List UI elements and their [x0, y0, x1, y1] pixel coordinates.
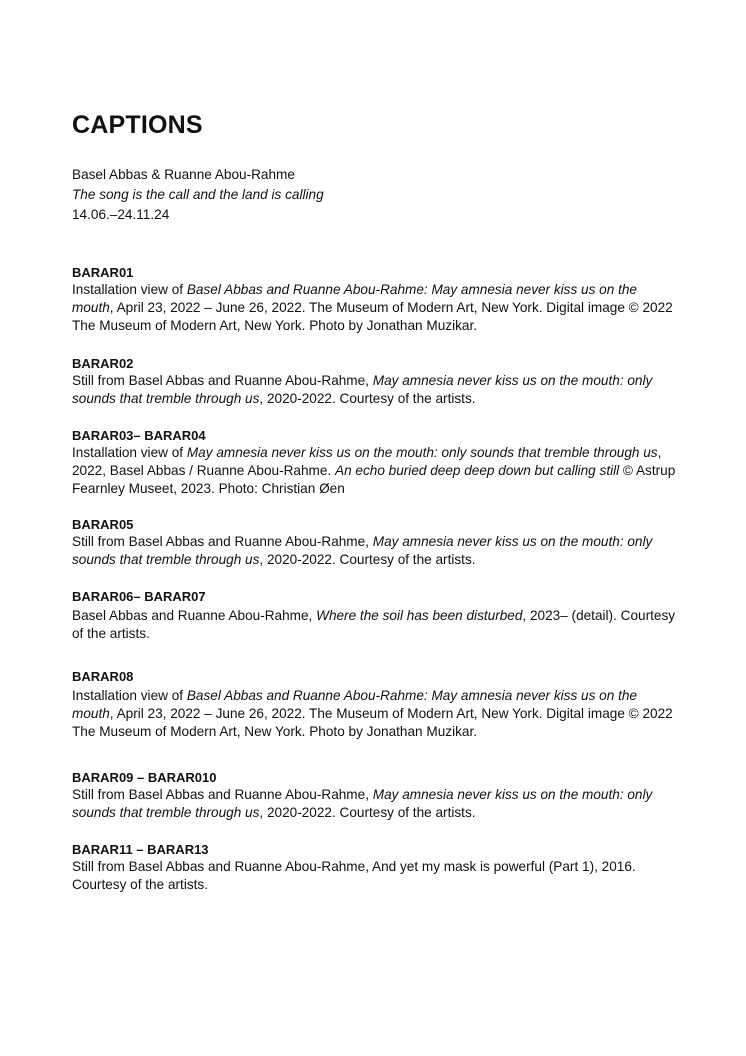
caption-barar08 [72, 668, 682, 741]
caption-text [72, 786, 682, 822]
caption-text-run: © Astrup Fearnley Museet, 2023. Photo: Christian Øen [72, 463, 676, 496]
caption-work-title: May amnesia never kiss us on the mouth: only sounds that tremble through us [72, 373, 653, 406]
caption-text-run: , 2020-2022. Courtesy of the artists. [259, 805, 476, 820]
caption-work-title: An echo buried deep deep down but calling still [335, 463, 620, 478]
caption-text [72, 281, 682, 335]
caption-id: BARAR06– BARAR07 [72, 589, 206, 604]
caption-work-title: Where the soil has been disturbed [316, 608, 523, 623]
caption-work-title: Basel Abbas and Ruanne Abou-Rahme: May amnesia never kiss us on the mouth [72, 282, 637, 315]
caption-id: BARAR09 – BARAR010 [72, 770, 217, 785]
caption-text-run: , April 23, 2022 – June 26, 2022. The Museum of Modern Art, New York. Digital image © 2022 The Museum of Modern Art, New York. Photo by Jonathan Muzikar. [72, 706, 673, 739]
caption-text-run: Installation view of [72, 688, 187, 703]
exhibition-info [72, 165, 324, 225]
exhibition-title: The song is the call and the land is calling [72, 187, 324, 202]
caption-text [72, 607, 682, 643]
caption-text-run: Still from Basel Abbas and Ruanne Abou-Rahme, And yet my mask is powerful (Part 1), 2016. Courtesy of the artists. [72, 859, 636, 892]
caption-text-run: , April 23, 2022 – June 26, 2022. The Museum of Modern Art, New York. Digital image © 2022 The Museum of Modern Art, New York. Photo by Jonathan Muzikar. [72, 300, 673, 333]
caption-id: BARAR01 [72, 265, 134, 280]
caption-text [72, 858, 682, 894]
caption-barar05 [72, 516, 682, 569]
caption-text [72, 372, 682, 408]
caption-text-run: , 2020-2022. Courtesy of the artists. [259, 552, 476, 567]
caption-id: BARAR08 [72, 669, 134, 684]
caption-barar06-07 [72, 588, 682, 643]
caption-barar01 [72, 264, 682, 335]
caption-id: BARAR03– BARAR04 [72, 428, 206, 443]
caption-id: BARAR05 [72, 517, 134, 532]
caption-barar03-04 [72, 427, 682, 498]
caption-text-run: Still from Basel Abbas and Ruanne Abou-Rahme, [72, 787, 373, 802]
caption-text-run: , 2022, Basel Abbas / Ruanne Abou-Rahme. [72, 445, 662, 478]
caption-text-run: Still from Basel Abbas and Ruanne Abou-Rahme, [72, 534, 373, 549]
caption-work-title: May amnesia never kiss us on the mouth: only sounds that tremble through us [72, 534, 653, 567]
caption-id: BARAR02 [72, 356, 134, 371]
caption-text-run: Basel Abbas and Ruanne Abou-Rahme, [72, 608, 317, 623]
caption-text-run: , 2020-2022. Courtesy of the artists. [259, 391, 476, 406]
exhibition-artists: Basel Abbas & Ruanne Abou-Rahme [72, 167, 295, 182]
caption-barar11-13 [72, 841, 682, 894]
caption-work-title: Basel Abbas and Ruanne Abou-Rahme: May amnesia never kiss us on the mouth [72, 688, 637, 721]
exhibition-dates: 14.06.–24.11.24 [72, 207, 170, 222]
caption-work-title: May amnesia never kiss us on the mouth: only sounds that tremble through us [186, 445, 658, 460]
caption-barar09-010 [72, 769, 682, 822]
caption-text-run: Installation view of [72, 445, 187, 460]
caption-text [72, 444, 682, 498]
caption-text-run: Installation view of [72, 282, 187, 297]
caption-text-run: , 2023– (detail). Courtesy of the artists. [72, 608, 676, 641]
page-title: CAPTIONS [72, 111, 203, 139]
caption-text-run: Still from Basel Abbas and Ruanne Abou-Rahme, [72, 373, 373, 388]
caption-id: BARAR11 – BARAR13 [72, 842, 209, 857]
caption-text [72, 533, 682, 569]
caption-barar02 [72, 355, 682, 408]
caption-work-title: May amnesia never kiss us on the mouth: only sounds that tremble through us [72, 787, 653, 820]
caption-text [72, 687, 682, 741]
